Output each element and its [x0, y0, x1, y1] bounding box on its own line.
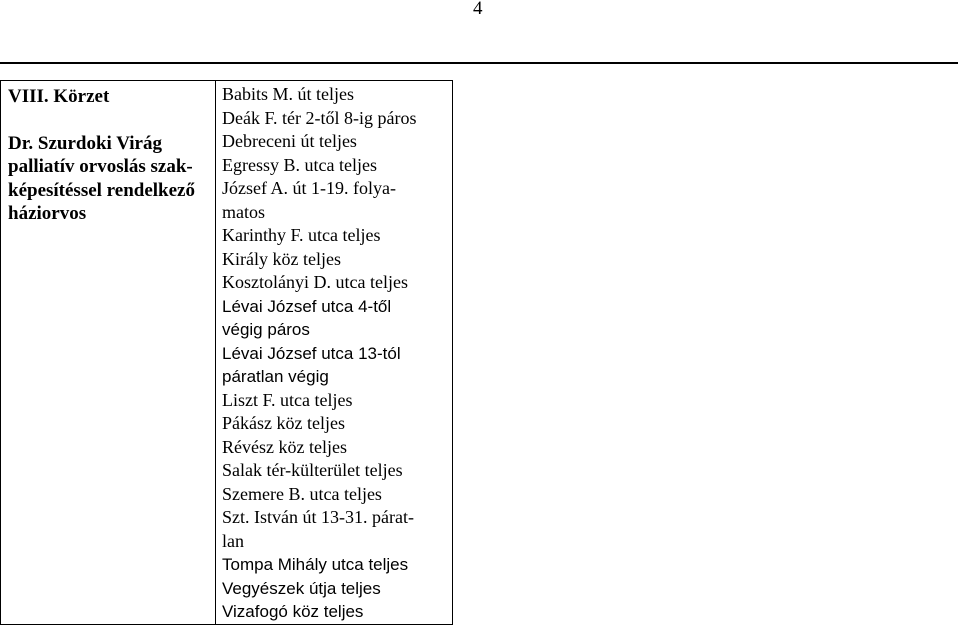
- street-item: [222, 483, 452, 507]
- header-rule: [0, 62, 958, 64]
- street-item-line: Deák F. tér 2-től 8-ig páros: [222, 107, 417, 128]
- district-row: [1, 81, 453, 625]
- street-item-line: Szt. István út 13-31. párat-: [222, 507, 414, 527]
- street-item: [222, 271, 452, 295]
- doctor-line: képesítéssel rendelkező: [8, 179, 195, 201]
- street-item-line: József A. út 1-19. folya-: [222, 178, 396, 198]
- doctor-line: palliatív orvoslás szak-: [8, 156, 193, 177]
- district-table: [0, 80, 453, 625]
- street-item: [222, 412, 452, 436]
- street-item-line: Kosztolányi D. utca teljes: [222, 272, 408, 292]
- street-item: [222, 83, 452, 107]
- street-item-line: lan: [222, 530, 244, 551]
- street-item-line: Vizafogó köz teljes: [222, 602, 364, 621]
- street-item-line: Salak tér-külterület teljes: [222, 460, 403, 480]
- street-item: [222, 600, 452, 624]
- street-item-line: Lévai József utca 13-tól: [222, 343, 401, 363]
- street-item: [222, 177, 452, 224]
- street-item-line: végig páros: [222, 320, 310, 339]
- street-item: [222, 342, 452, 389]
- street-item-line: Egressy B. utca teljes: [222, 154, 377, 175]
- street-item-line: Babits M. út teljes: [222, 84, 354, 104]
- street-list-cell: [216, 81, 453, 625]
- street-item: [222, 130, 452, 154]
- street-item: [222, 506, 452, 553]
- street-list: [216, 81, 452, 624]
- street-item: [222, 295, 452, 342]
- street-item-line: Pákász köz teljes: [222, 413, 345, 433]
- street-item-line: Vegyészek útja teljes: [222, 578, 381, 598]
- street-item-line: Király köz teljes: [222, 248, 341, 269]
- street-item-line: Karinthy F. utca teljes: [222, 225, 381, 245]
- street-item-line: Révész köz teljes: [222, 436, 347, 457]
- street-item: [222, 436, 452, 460]
- doctor-line: Dr. Szurdoki Virág: [8, 132, 162, 154]
- street-item: [222, 154, 452, 178]
- street-item-line: Liszt F. utca teljes: [222, 389, 353, 410]
- street-item-line: páratlan végig: [222, 367, 329, 386]
- street-item: [222, 107, 452, 131]
- street-item: [222, 459, 452, 483]
- street-item-line: matos: [222, 201, 265, 222]
- district-title: VIII. Körzet: [8, 86, 110, 107]
- street-item: [222, 553, 452, 577]
- street-item-line: Debreceni út teljes: [222, 131, 357, 151]
- street-item: [222, 389, 452, 413]
- page-number: 4: [473, 0, 483, 19]
- street-item-line: Szemere B. utca teljes: [222, 483, 382, 504]
- street-item: [222, 577, 452, 601]
- street-item-line: Lévai József utca 4-től: [222, 296, 392, 316]
- district-info-cell: [1, 81, 216, 625]
- doctor-line: háziorvos: [8, 203, 87, 224]
- street-item-line: Tompa Mihály utca teljes: [222, 555, 409, 574]
- doctor-block: [8, 132, 215, 226]
- street-item: [222, 248, 452, 272]
- street-item: [222, 224, 452, 248]
